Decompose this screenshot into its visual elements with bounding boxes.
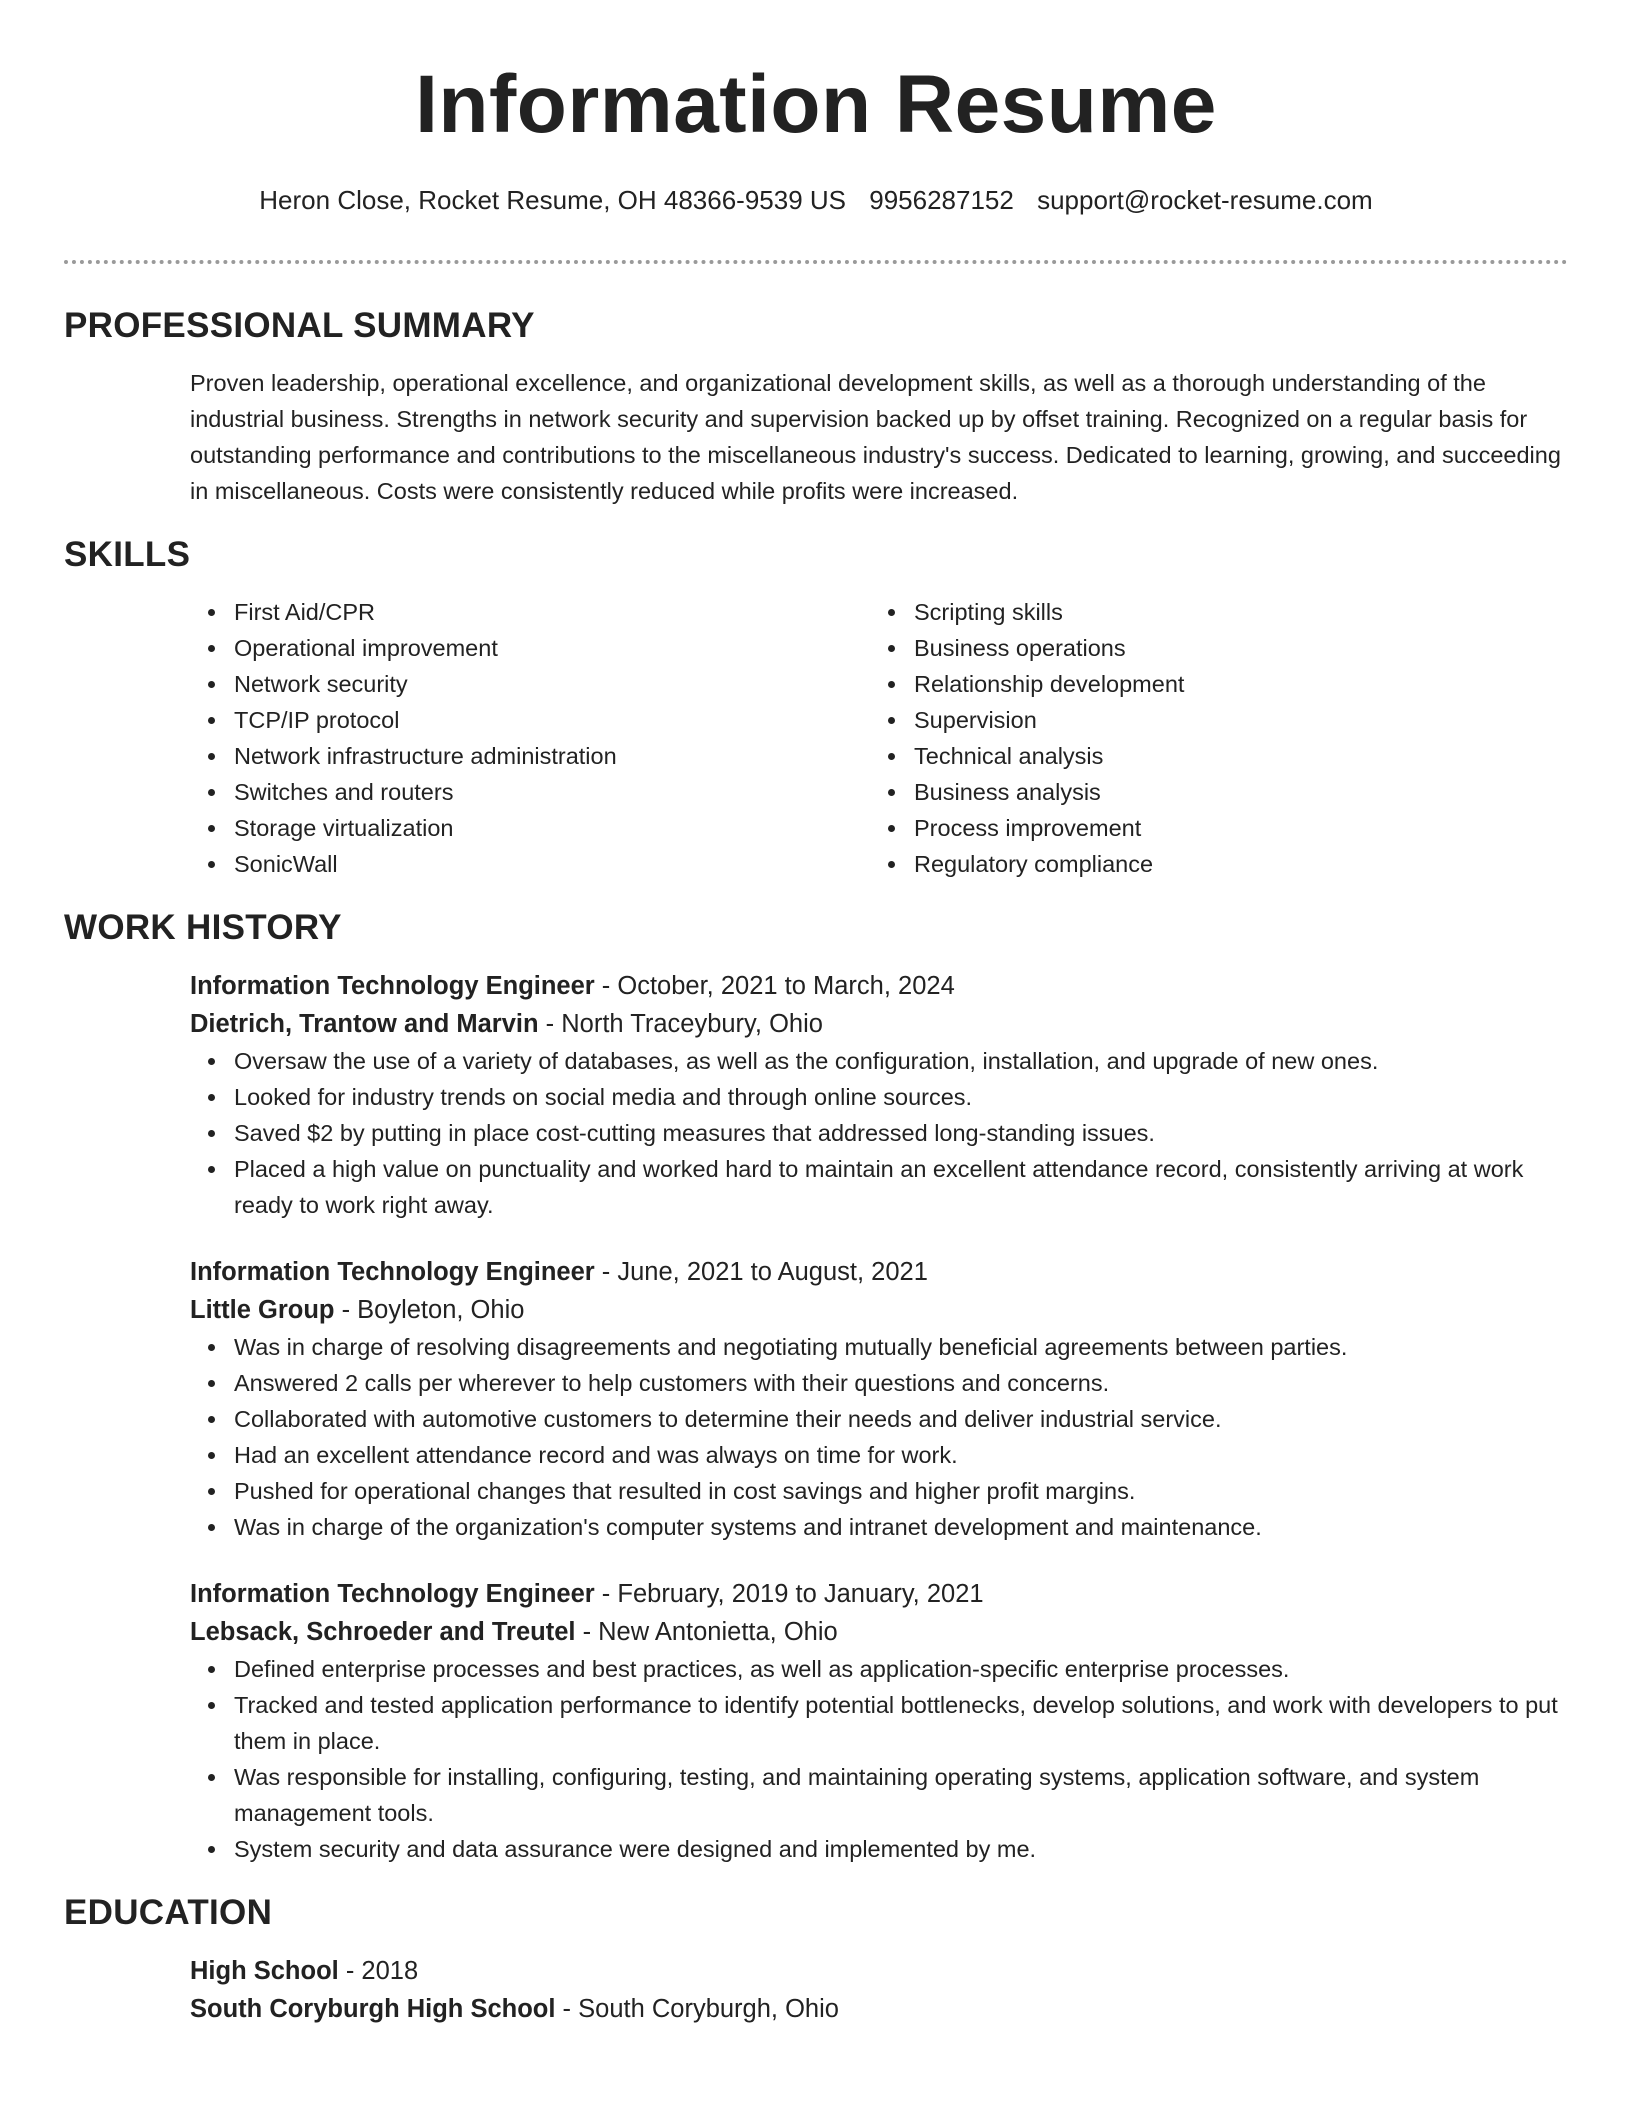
job-bullets — [190, 1043, 1568, 1223]
job-company-line — [190, 1291, 1568, 1329]
header-divider — [64, 260, 1568, 264]
job-bullet: Was in charge of resolving disagreements and negotiating mutually beneficial agreements between parties. — [234, 1329, 1568, 1365]
skill-item: Business analysis — [914, 774, 1550, 810]
contact-email: support@rocket-resume.com — [1037, 185, 1373, 215]
job-title-line — [190, 1253, 1568, 1291]
education-degree: High School — [190, 1957, 339, 1985]
job-role: Information Technology Engineer — [190, 972, 595, 1000]
skills-column-left — [190, 594, 870, 882]
job-company-line — [190, 1005, 1568, 1043]
education-school-line — [190, 1990, 1568, 2028]
education-degree-line — [190, 1952, 1568, 1990]
skill-item: Network infrastructure administration — [234, 738, 870, 774]
contact-phone: 9956287152 — [869, 185, 1014, 215]
skill-item: Process improvement — [914, 810, 1550, 846]
job-company: Little Group — [190, 1296, 335, 1324]
job-role: Information Technology Engineer — [190, 1580, 595, 1608]
skill-item: Network security — [234, 666, 870, 702]
education-section — [64, 1952, 1568, 2028]
job-role: Information Technology Engineer — [190, 1258, 595, 1286]
skill-item: Operational improvement — [234, 630, 870, 666]
job-entry — [190, 1575, 1568, 1867]
education-heading: EDUCATION — [64, 1893, 273, 1932]
summary-text: Proven leadership, operational excellence, and organizational development skills, as well as a thorough understanding of the industrial business. Strengths in network security and supervision backed up by offset training. Recognized on a regular basis for outstanding performance and contributions to the miscellaneous industry's success. Dedicated to learning, growing, and succeeding in miscellaneous. Costs were consistently reduced while profits were increased. — [190, 370, 1561, 504]
job-bullet: Placed a high value on punctuality and worked hard to maintain an excellent attendance record, consistently arriving at work ready to work right away. — [234, 1151, 1568, 1223]
job-bullet: Was responsible for installing, configuring, testing, and maintaining operating systems, application software, and system management tools. — [234, 1759, 1568, 1831]
job-title-line — [190, 967, 1568, 1005]
skills-columns — [190, 594, 1568, 882]
work-history-heading: WORK HISTORY — [64, 908, 342, 947]
education-location: - South Coryburgh, Ohio — [555, 1995, 839, 2023]
job-company-line — [190, 1613, 1568, 1651]
job-bullet: Collaborated with automotive customers to determine their needs and deliver industrial service. — [234, 1401, 1568, 1437]
contact-address: Heron Close, Rocket Resume, OH 48366-9539 US — [259, 185, 847, 215]
education-school: South Coryburgh High School — [190, 1995, 556, 2023]
resume-name: Information Resume — [415, 59, 1217, 150]
skill-item: Switches and routers — [234, 774, 870, 810]
job-bullet: Answered 2 calls per wherever to help customers with their questions and concerns. — [234, 1365, 1568, 1401]
job-location: - North Traceybury, Ohio — [538, 1010, 823, 1038]
job-bullet: Tracked and tested application performance to identify potential bottlenecks, develop solutions, and work with developers to put them in place. — [234, 1687, 1568, 1759]
skills-section — [64, 594, 1568, 882]
job-bullets — [190, 1651, 1568, 1867]
skill-item: Scripting skills — [914, 594, 1550, 630]
job-bullet: Was in charge of the organization's computer systems and intranet development and maintenance. — [234, 1509, 1568, 1545]
job-bullet: Pushed for operational changes that resulted in cost savings and higher profit margins. — [234, 1473, 1568, 1509]
job-bullet: System security and data assurance were designed and implemented by me. — [234, 1831, 1568, 1867]
job-dates: - June, 2021 to August, 2021 — [594, 1258, 928, 1286]
skill-item: Business operations — [914, 630, 1550, 666]
job-bullet: Defined enterprise processes and best practices, as well as application-specific enterprise processes. — [234, 1651, 1568, 1687]
job-bullet: Looked for industry trends on social media and through online sources. — [234, 1079, 1568, 1115]
skill-item: SonicWall — [234, 846, 870, 882]
education-year: - 2018 — [338, 1957, 419, 1985]
job-entry — [190, 967, 1568, 1223]
skills-heading: SKILLS — [64, 535, 191, 574]
skill-item: First Aid/CPR — [234, 594, 870, 630]
skill-item: Storage virtualization — [234, 810, 870, 846]
contact-line — [64, 184, 1568, 216]
skill-item: Supervision — [914, 702, 1550, 738]
job-entry — [190, 1253, 1568, 1545]
skill-item: Technical analysis — [914, 738, 1550, 774]
work-history-section — [64, 967, 1568, 1867]
job-title-line — [190, 1575, 1568, 1613]
job-dates: - October, 2021 to March, 2024 — [594, 972, 955, 1000]
job-location: - Boyleton, Ohio — [334, 1296, 525, 1324]
skill-item: Regulatory compliance — [914, 846, 1550, 882]
summary-heading: PROFESSIONAL SUMMARY — [64, 306, 535, 345]
job-bullet: Had an excellent attendance record and was always on time for work. — [234, 1437, 1568, 1473]
job-location: - New Antonietta, Ohio — [575, 1618, 838, 1646]
summary-section — [64, 365, 1568, 509]
job-company: Dietrich, Trantow and Marvin — [190, 1010, 539, 1038]
skill-item: Relationship development — [914, 666, 1550, 702]
job-dates: - February, 2019 to January, 2021 — [594, 1580, 984, 1608]
job-bullets — [190, 1329, 1568, 1545]
job-company: Lebsack, Schroeder and Treutel — [190, 1618, 576, 1646]
skill-item: TCP/IP protocol — [234, 702, 870, 738]
job-bullet: Saved $2 by putting in place cost-cutting measures that addressed long-standing issues. — [234, 1115, 1568, 1151]
job-bullet: Oversaw the use of a variety of databases, as well as the configuration, installation, and upgrade of new ones. — [234, 1043, 1568, 1079]
skills-column-right — [870, 594, 1550, 882]
